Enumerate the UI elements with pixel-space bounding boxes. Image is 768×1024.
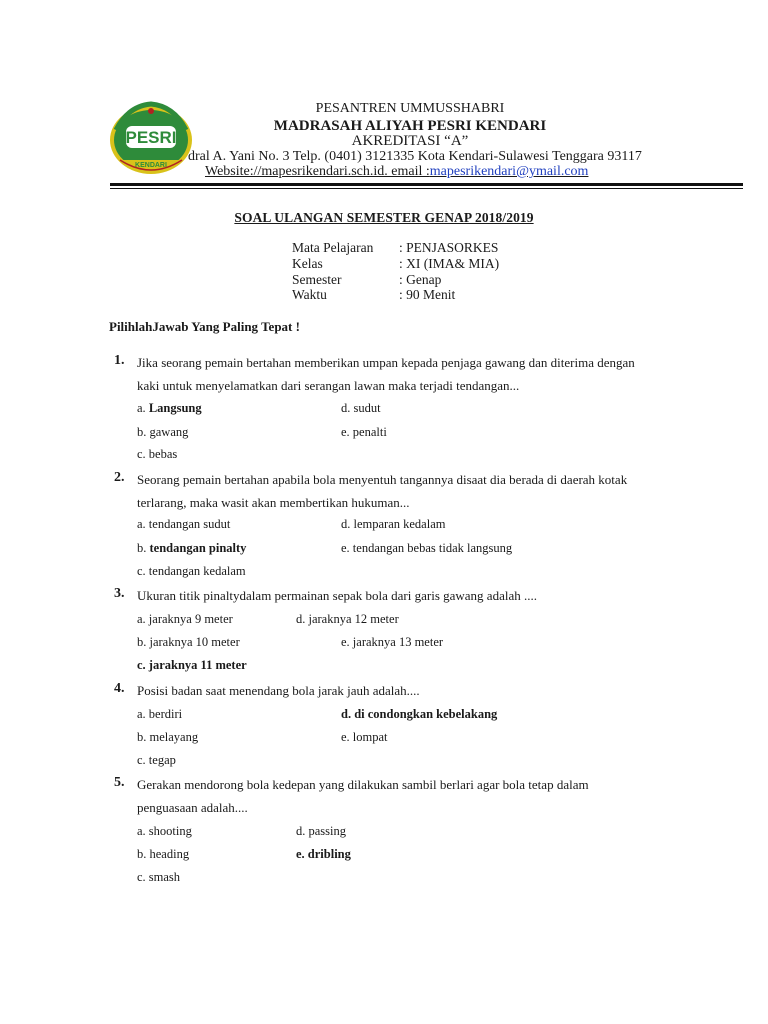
option-b[interactable]: b. jaraknya 10 meter [137,635,240,649]
email-link[interactable]: mapesrikendari@ymail.com [429,164,589,179]
option-c[interactable]: c. jaraknya 11 meter [137,658,247,672]
option-a[interactable]: a. jaraknya 9 meter [137,612,233,626]
option-c[interactable]: c. tendangan kedalam [137,564,246,578]
meta-label: Mata Pelajaran [292,240,374,255]
meta-value: : XI (IMA& MIA) [399,256,500,271]
question-number: 2. [114,470,125,485]
option-c[interactable]: c. tegap [137,753,176,767]
exam-title: SOAL ULANGAN SEMESTER GENAP 2018/2019 [234,210,534,225]
logo-subtext: KENDARI [135,162,167,169]
option-prefix: a. [137,401,149,415]
meta-label: Waktu [292,287,327,302]
option-b[interactable]: b. gawang [137,425,189,439]
question-text-line: penguasaan adalah.... [137,800,248,815]
option-e[interactable]: e. jaraknya 13 meter [341,635,444,649]
question-text-line: Jika seorang pemain bertahan memberikan umpan kepada penjaga gawang dan diterima dengan [137,355,635,370]
option-prefix: b. [137,541,150,555]
option-label: Langsung [148,401,202,415]
option-a[interactable]: a. tendangan sudut [137,517,231,531]
meta-row [292,256,500,272]
letterhead-accreditation: AKREDITASI “A” [351,133,469,149]
letterhead-divider-thin [110,188,743,189]
letterhead-website [205,164,588,180]
question-number: 1. [114,353,125,368]
question-text-line: Posisi badan saat menendang bola jarak jauh adalah.... [137,683,420,698]
question-text-line: Gerakan mendorong bola kedepan yang dilakukan sambil berlari agar bola tetap dalam [137,777,589,792]
question-number: 4. [114,681,125,696]
instruction: PilihlahJawab Yang Paling Tepat ! [109,319,300,334]
letterhead-school-name: MADRASAH ALIYAH PESRI KENDARI [273,118,547,134]
meta-label: Semester [292,272,342,287]
option-e[interactable]: e. dribling [296,847,351,861]
option-a[interactable]: a. berdiri [137,707,183,721]
option-d[interactable]: d. sudut [341,401,381,415]
question-text-line: kaki untuk menyelamatkan dari serangan lawan maka terjadi tendangan... [137,378,520,393]
option-b[interactable]: b. heading [137,847,190,861]
school-logo [108,100,194,178]
option-a[interactable]: a. shooting [137,824,192,838]
option-label: tendangan pinalty [149,541,247,555]
option-e[interactable]: e. tendangan bebas tidak langsung [341,541,513,555]
meta-label: Kelas [292,256,323,271]
question-text-line: Ukuran titik pinaltydalam permainan sepak bola dari garis gawang adalah .... [137,588,537,603]
option-d[interactable]: d. passing [296,824,346,838]
option-a[interactable] [137,401,202,416]
option-e[interactable]: e. lompat [341,730,388,744]
meta-row [292,287,456,303]
option-c[interactable]: c. smash [137,870,181,884]
option-d[interactable]: d. di condongkan kebelakang [341,707,498,721]
question-number: 5. [114,775,125,790]
logo-text: PESRI [125,128,177,147]
meta-row [292,272,442,288]
meta-value: : Genap [399,272,442,287]
option-d[interactable]: d. lemparan kedalam [341,517,446,531]
option-c[interactable]: c. bebas [137,447,178,461]
option-b[interactable] [137,541,246,556]
option-b[interactable]: b. melayang [137,730,199,744]
meta-row [292,240,499,256]
option-e[interactable]: e. penalti [341,425,387,439]
question-text-line: Seorang pemain bertahan apabila bola menyentuh tangannya disaat dia berada di daerah kotak [137,472,628,487]
letterhead-line-1: PESANTREN UMMUSSHABRI [315,101,505,116]
question-text-line: terlarang, maka wasit akan membertikan hukuman... [137,495,410,510]
meta-value: : PENJASORKES [399,240,499,255]
website-text[interactable]: Website://mapesrikendari.sch.id. email : [205,164,430,179]
letterhead-address: dral A. Yani No. 3 Telp. (0401) 3121335 Kota Kendari-Sulawesi Tenggara 93117 [188,149,642,164]
letterhead-divider-thick [110,183,743,186]
option-d[interactable]: d. jaraknya 12 meter [296,612,399,626]
meta-value: : 90 Menit [399,287,456,302]
question-number: 3. [114,586,125,601]
